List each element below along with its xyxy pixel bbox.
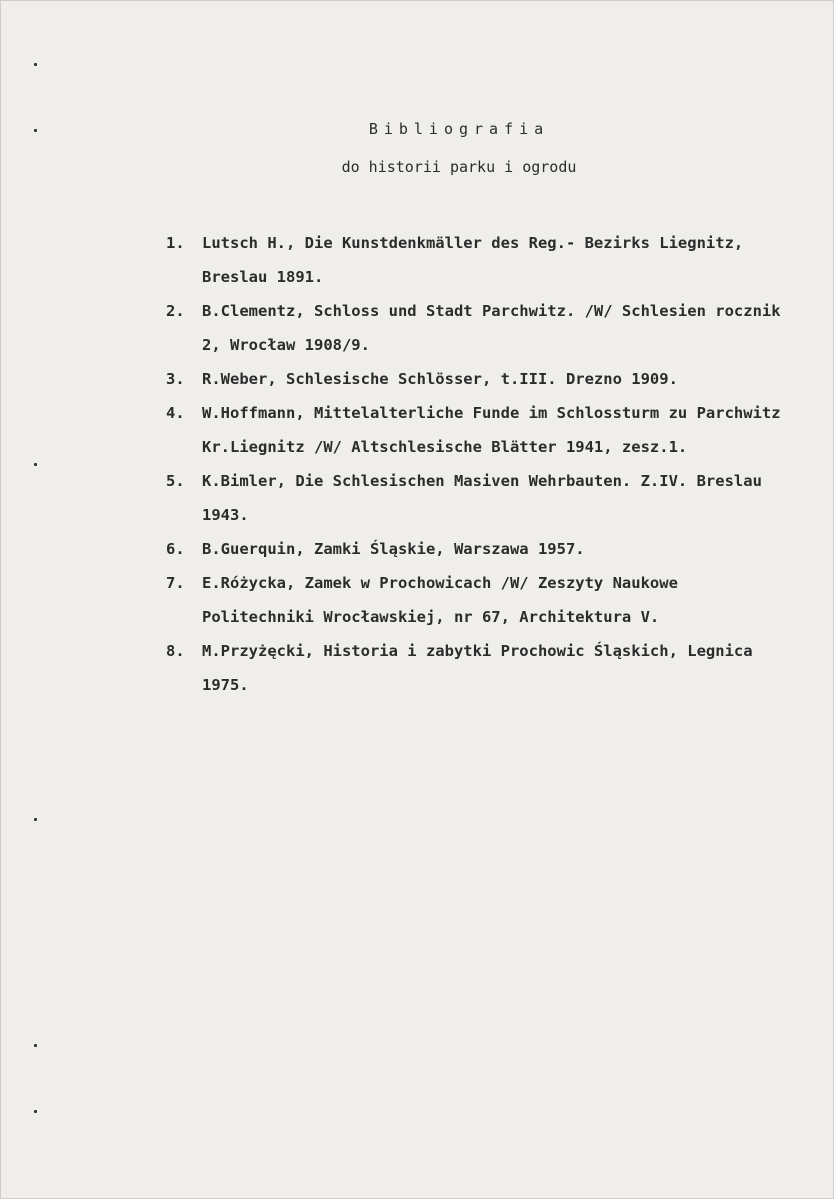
entry-text: W.Hoffmann, Mittelalterliche Funde im Schlossturm zu Parchwitz Kr.Liegnitz /W/ Altschlesische Blätter 1941, zesz.1.: [202, 404, 781, 456]
list-item: [166, 362, 796, 396]
page-subtitle: do historii parku i ogrodu: [341, 158, 577, 176]
punch-mark: [34, 63, 37, 66]
entry-number: 1.: [166, 234, 185, 252]
bibliography-list: [166, 226, 796, 702]
page-title: Bibliografia: [368, 120, 550, 138]
list-item: [166, 464, 796, 532]
entry-number: 2.: [166, 302, 185, 320]
list-item: [166, 532, 796, 566]
punch-mark: [34, 818, 37, 821]
entry-number: 4.: [166, 404, 185, 422]
punch-mark: [34, 1044, 37, 1047]
entry-number: 3.: [166, 370, 185, 388]
entry-number: 5.: [166, 472, 185, 490]
list-item: [166, 294, 796, 362]
entry-text: R.Weber, Schlesische Schlösser, t.III. Drezno 1909.: [202, 370, 678, 388]
entry-number: 7.: [166, 574, 185, 592]
entry-text: B.Guerquin, Zamki Śląskie, Warszawa 1957.: [202, 540, 585, 558]
list-item: [166, 634, 796, 702]
entry-text: E.Różycka, Zamek w Prochowicach /W/ Zeszyty Naukowe Politechniki Wrocławskiej, nr 67, Architektura V.: [202, 574, 678, 626]
entry-text: B.Clementz, Schloss und Stadt Parchwitz. /W/ Schlesien rocznik 2, Wrocław 1908/9.: [202, 302, 781, 354]
entry-text: K.Bimler, Die Schlesischen Masiven Wehrbauten. Z.IV. Breslau 1943.: [202, 472, 762, 524]
punch-mark: [34, 463, 37, 466]
list-item: [166, 226, 796, 294]
entry-text: M.Przyżęcki, Historia i zabytki Prochowic Śląskich, Legnica 1975.: [202, 642, 753, 694]
entry-number: 8.: [166, 642, 185, 660]
punch-mark: [34, 1110, 37, 1113]
list-item: [166, 566, 796, 634]
entry-text: Lutsch H., Die Kunstdenkmäller des Reg.- Bezirks Liegnitz, Breslau 1891.: [202, 234, 744, 286]
entry-number: 6.: [166, 540, 185, 558]
list-item: [166, 396, 796, 464]
